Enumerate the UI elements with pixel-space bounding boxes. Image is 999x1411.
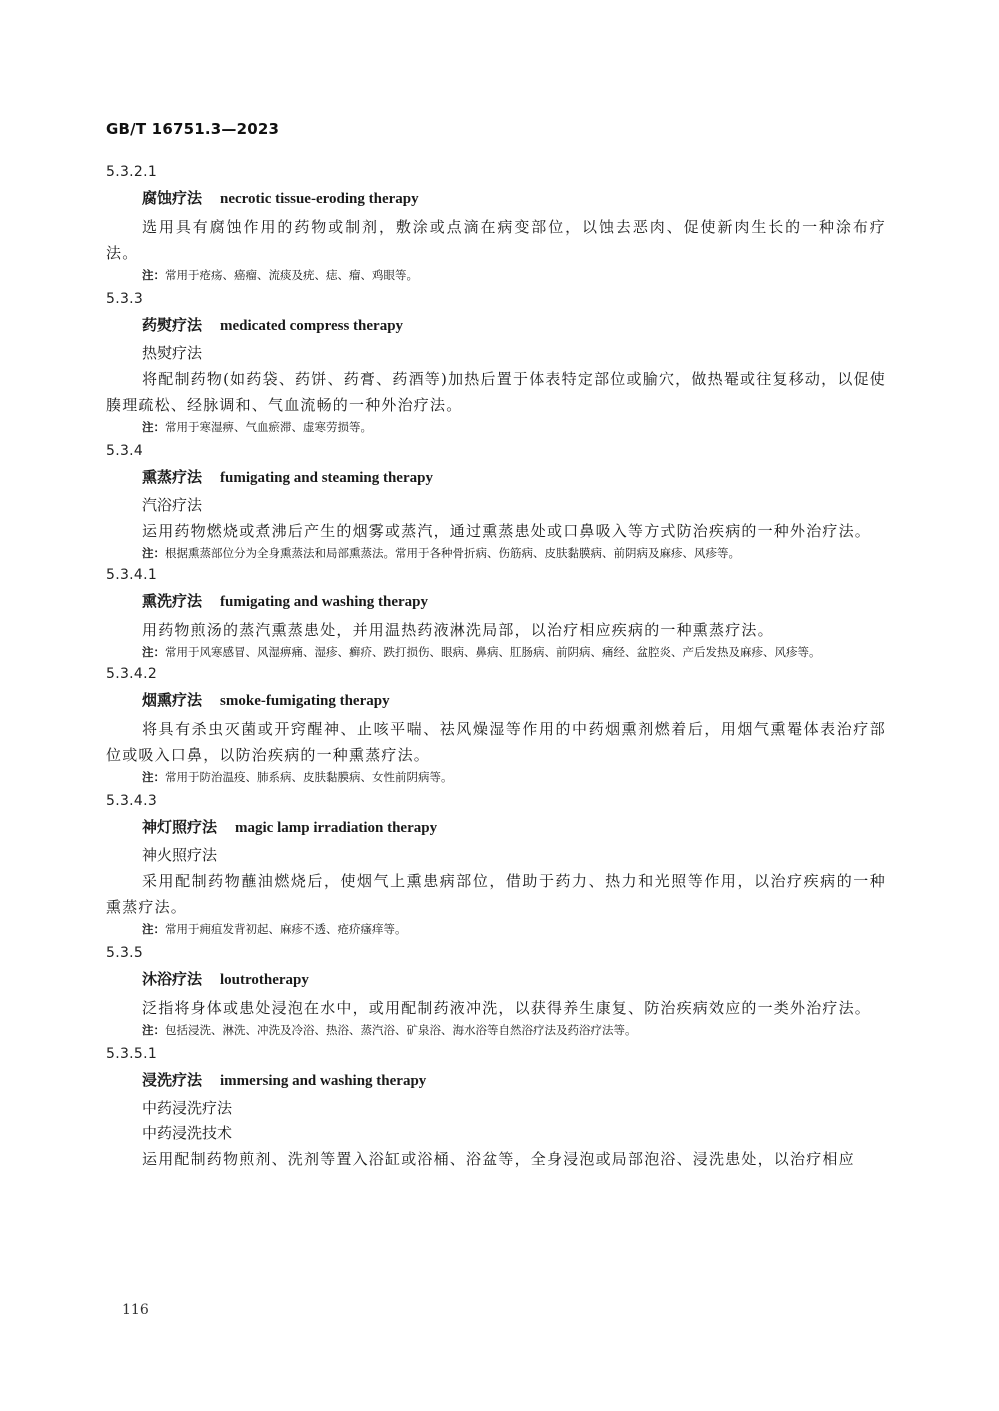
term-english: immersing and washing therapy xyxy=(220,1073,427,1089)
clause-number: 5.3.4 xyxy=(106,443,144,459)
standard-code-header: GB/T 16751.3—2023 xyxy=(106,120,280,138)
term-chinese: 浸洗疗法 xyxy=(142,1071,203,1089)
term-english: fumigating and steaming therapy xyxy=(220,470,433,486)
term-entry xyxy=(106,287,886,437)
term-entry xyxy=(106,563,886,662)
term-heading xyxy=(106,465,886,493)
term-note xyxy=(106,768,886,787)
term-entry xyxy=(106,941,886,1040)
term-synonym: 汽浴疗法 xyxy=(142,496,203,514)
note-label: 注： xyxy=(142,922,165,936)
term-chinese: 熏洗疗法 xyxy=(142,592,203,610)
term-heading xyxy=(106,589,886,617)
clause-number: 5.3.5 xyxy=(106,945,144,961)
term-entry xyxy=(106,1042,886,1172)
term-english: loutrotherapy xyxy=(220,972,309,988)
term-definition: 用药物煎汤的蒸汽熏蒸患处，并用温热药液淋洗局部，以治疗相应疾病的一种熏蒸疗法。 xyxy=(142,621,774,639)
term-heading xyxy=(106,967,886,995)
note-text: 常用于疮疡、癌瘤、流痰及疣、痣、瘤、鸡眼等。 xyxy=(165,268,418,282)
term-english: medicated compress therapy xyxy=(220,318,404,334)
term-chinese: 熏蒸疗法 xyxy=(142,468,203,486)
note-label: 注： xyxy=(142,420,165,434)
term-definition: 选用具有腐蚀作用的药物或制剂，敷涂或点滴在病变部位，以蚀去恶肉、促使新肉生长的一种涂布疗法。 xyxy=(106,218,886,262)
term-definition: 运用药物燃烧或煮沸后产生的烟雾或蒸汽，通过熏蒸患处或口鼻吸入等方式防治疾病的一种外治疗法。 xyxy=(142,522,872,540)
clause-number: 5.3.4.1 xyxy=(106,567,158,583)
term-entry xyxy=(106,789,886,939)
term-entry xyxy=(106,662,886,787)
term-english: smoke-fumigating therapy xyxy=(220,693,390,709)
note-text: 常用于寒湿痹、气血瘀滞、虚寒劳损等。 xyxy=(165,420,372,434)
term-definition: 泛指将身体或患处浸泡在水中，或用配制药液冲洗，以获得养生康复、防治疾病效应的一类外治疗法。 xyxy=(142,999,872,1017)
term-english: necrotic tissue-eroding therapy xyxy=(220,191,419,207)
clause-number: 5.3.2.1 xyxy=(106,164,158,180)
clause-number: 5.3.4.2 xyxy=(106,666,158,682)
term-note xyxy=(106,266,886,285)
note-label: 注： xyxy=(142,1023,165,1037)
term-definition: 采用配制药物蘸油燃烧后，使烟气上熏患病部位，借助于药力、热力和光照等作用，以治疗疾病的一种熏蒸疗法。 xyxy=(106,872,886,916)
note-label: 注： xyxy=(142,546,165,560)
term-english: fumigating and washing therapy xyxy=(220,594,428,610)
note-text: 常用于痈疽发背初起、麻疹不透、疮疥瘙痒等。 xyxy=(165,922,407,936)
term-note xyxy=(106,643,886,662)
note-label: 注： xyxy=(142,770,165,784)
note-text: 根据熏蒸部位分为全身熏蒸法和局部熏蒸法。常用于各种骨折病、伤筋病、皮肤黏膜病、前阴病及麻疹、风疹等。 xyxy=(165,546,740,560)
terms-content xyxy=(106,160,886,1172)
term-definition: 运用配制药物煎剂、洗剂等置入浴缸或浴桶、浴盆等，全身浸泡或局部泡浴、浸洗患处，以治疗相应 xyxy=(142,1150,855,1168)
term-chinese: 神灯照疗法 xyxy=(142,818,218,836)
term-entry xyxy=(106,160,886,285)
term-entry xyxy=(106,439,886,563)
term-chinese: 腐蚀疗法 xyxy=(142,189,203,207)
term-chinese: 药熨疗法 xyxy=(142,316,203,334)
term-note xyxy=(106,418,886,437)
note-label: 注： xyxy=(142,645,165,659)
note-text: 包括浸洗、淋洗、冲洗及冷浴、热浴、蒸汽浴、矿泉浴、海水浴等自然浴疗法及药浴疗法等。 xyxy=(165,1023,637,1037)
term-synonym: 中药浸洗疗法 xyxy=(142,1099,233,1117)
term-heading xyxy=(106,186,886,214)
note-label: 注： xyxy=(142,268,165,282)
term-heading xyxy=(106,1068,886,1096)
term-heading xyxy=(106,815,886,843)
term-synonym: 热熨疗法 xyxy=(142,344,203,362)
clause-number: 5.3.5.1 xyxy=(106,1046,158,1062)
term-definition: 将具有杀虫灭菌或开窍醒神、止咳平喘、祛风燥湿等作用的中药烟熏剂燃着后，用烟气熏罨体表治疗部位或吸入口鼻，以防治疾病的一种熏蒸疗法。 xyxy=(106,720,886,764)
term-note xyxy=(106,920,886,939)
term-heading xyxy=(106,313,886,341)
term-synonym: 神火照疗法 xyxy=(142,846,218,864)
term-note xyxy=(106,1021,886,1040)
term-heading xyxy=(106,688,886,716)
note-text: 常用于防治温疫、肺系病、皮肤黏膜病、女性前阴病等。 xyxy=(165,770,453,784)
term-chinese: 沐浴疗法 xyxy=(142,970,203,988)
note-text: 常用于风寒感冒、风湿痹痛、湿疹、癣疥、跌打损伤、眼病、鼻病、肛肠病、前阴病、痛经、盆腔炎、产后发热及麻疹、风疹等。 xyxy=(165,645,821,659)
page-number: 116 xyxy=(122,1302,149,1318)
term-definition: 将配制药物(如药袋、药饼、药膏、药酒等)加热后置于体表特定部位或腧穴，做热罨或往复移动，以促使腠理疏松、经脉调和、气血流畅的一种外治疗法。 xyxy=(106,370,886,414)
term-synonym: 中药浸洗技术 xyxy=(142,1124,233,1142)
term-chinese: 烟熏疗法 xyxy=(142,691,203,709)
term-english: magic lamp irradiation therapy xyxy=(235,820,438,836)
clause-number: 5.3.4.3 xyxy=(106,793,158,809)
term-note xyxy=(106,544,886,563)
clause-number: 5.3.3 xyxy=(106,291,144,307)
